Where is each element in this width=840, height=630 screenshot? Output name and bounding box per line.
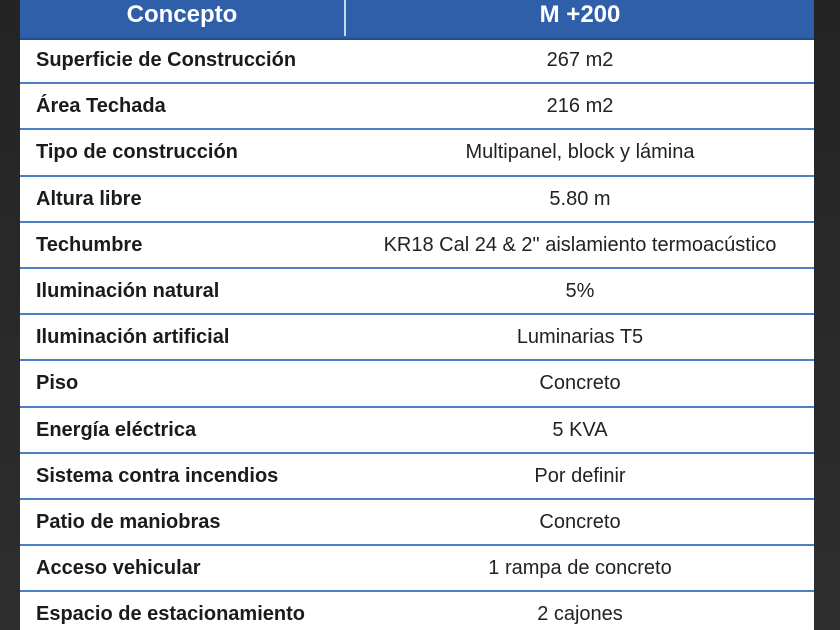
table-row	[20, 315, 814, 361]
table-row	[20, 38, 814, 84]
row-concept: Sistema contra incendios	[36, 464, 279, 487]
row-concept: Iluminación natural	[36, 279, 220, 302]
row-value: 216 m2	[546, 95, 614, 118]
row-concept: Piso	[36, 372, 79, 395]
row-concept: Superficie de Construcción	[36, 49, 297, 71]
row-value: 5%	[565, 279, 595, 302]
header-model: M +200	[539, 1, 621, 28]
row-value: KR18 Cal 24 & 2" aislamiento termoacústico	[383, 233, 777, 256]
table-row	[20, 84, 814, 130]
row-concept: Techumbre	[36, 233, 143, 256]
table-row	[20, 223, 814, 269]
table-row	[20, 408, 814, 454]
row-value: 5.80 m	[549, 187, 611, 210]
row-concept: Iluminación artificial	[36, 326, 230, 349]
row-value: 2 cajones	[537, 603, 623, 626]
row-value: 1 rampa de concreto	[488, 557, 672, 580]
row-value: Multipanel, block y lámina	[465, 141, 695, 164]
row-concept: Espacio de estacionamiento	[36, 603, 305, 626]
table-row	[20, 592, 814, 630]
table-row	[20, 269, 814, 315]
row-value: Por definir	[534, 464, 626, 487]
header-concept: Concepto	[20, 0, 346, 36]
table-body	[20, 38, 814, 630]
row-value: Concreto	[539, 372, 621, 395]
table-row	[20, 546, 814, 592]
specs-table	[20, 0, 814, 630]
row-concept: Patio de maniobras	[36, 510, 221, 533]
row-concept: Tipo de construcción	[36, 141, 238, 164]
table-row	[20, 130, 814, 176]
row-concept: Energía eléctrica	[36, 418, 197, 441]
row-value: Concreto	[539, 510, 621, 533]
table-row	[20, 500, 814, 546]
row-concept: Altura libre	[36, 187, 142, 210]
table-row	[20, 177, 814, 223]
table-header	[20, 0, 814, 40]
table-row	[20, 454, 814, 500]
row-value: Luminarias T5	[516, 326, 644, 349]
row-concept: Acceso vehicular	[36, 557, 201, 580]
row-value: 5 KVA	[552, 418, 608, 441]
row-concept: Área Techada	[36, 95, 166, 118]
table-row	[20, 361, 814, 407]
row-value: 267 m2	[546, 49, 614, 71]
